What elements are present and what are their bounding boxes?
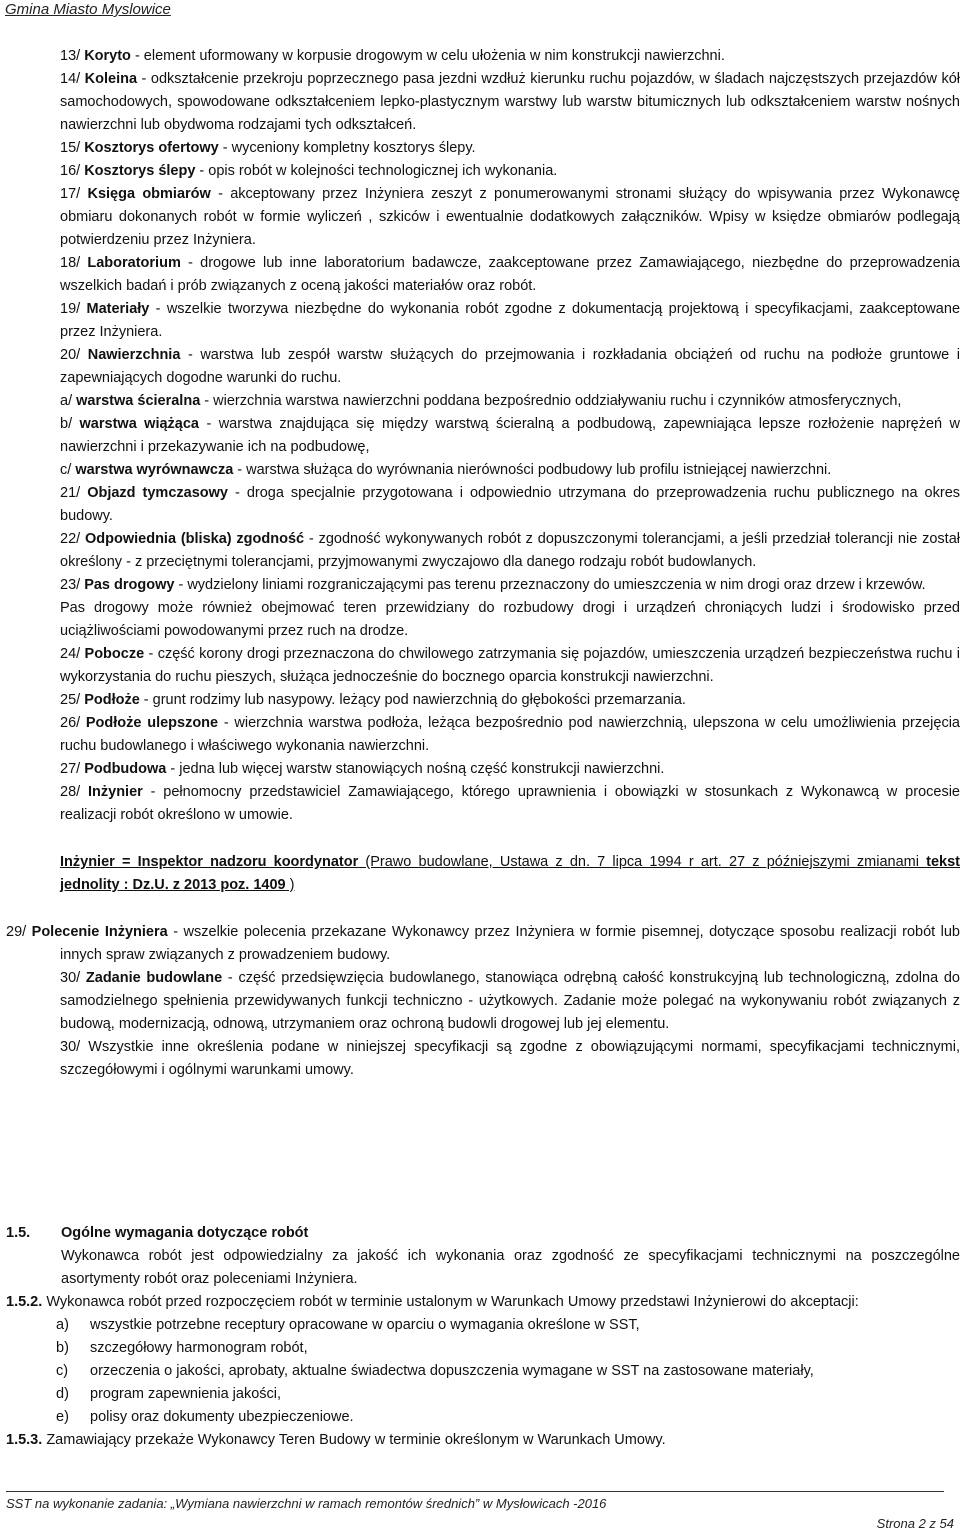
definition-24: 24/ Pobocze - część korony drogi przeznaczona do chwilowego zatrzymania się pojazdów, umieszczenia urządzeń bezpieczeństwa ruchu i wykorzystania do ruchu pieszych, służąca jednocześnie do bocznego oparcia konstrukcji nawierzchni. <box>60 646 960 685</box>
definition-19: 19/ Materiały - wszelkie tworzywa niezbędne do wykonania robót zgodne z dokumentacją projektową i specyfikacjami, zaakceptowane przez Inżyniera. <box>60 301 960 340</box>
list-item: d) program zapewnienia jakości, <box>56 1386 282 1402</box>
definitions-block <box>6 45 960 1082</box>
definition-23: 23/ Pas drogowy - wydzielony liniami rozgraniczającymi pas terenu przeznaczony do umieszczenia w nim drogi oraz drzew i krzewów. <box>60 577 926 593</box>
spacer <box>60 897 960 921</box>
definition-30: 30/ Zadanie budowlane - część przedsięwzięcia budowlanego, stanowiąca odrębną całość konstrukcyjną lub technologiczną, zdolna do samodzielnego spełnienia przewidywanych funkcji techniczno - użytkowych. Zadanie może polegać na wykonywaniu robót związanych z budową, modernizacją, odnową, utrzymaniem oraz ochroną budowli drogowej lub jej elementu. <box>60 970 960 1032</box>
definition-27: 27/ Podbudowa - jedna lub więcej warstw stanowiących nośną część konstrukcji nawierzchni. <box>60 761 665 777</box>
section-1-5-2: 1.5.2. Wykonawca robót przed rozpoczęciem robót w terminie ustalonym w Warunkach Umowy przedstawi Inżynierowi do akceptacji: <box>6 1294 859 1310</box>
definition-17: 17/ Księga obmiarów - akceptowany przez Inżyniera zeszyt z ponumerowanymi stronami służący do wpisywania przez Wykonawcę obmiaru dokonanych robót w formie wyliczeń , szkiców i ewentualnie dodatkowych załączników. Wpisy w księdze obmiarów podlegają potwierdzeniu przez Inżyniera. <box>60 186 960 248</box>
definition-23-note: Pas drogowy może również obejmować teren przewidziany do rozbudowy drogi i urządzeń chroniących ludzi i środowisko przed uciążliwościami powodowanymi przez ruch na drodze. <box>60 600 960 639</box>
definition-30-other: 30/ Wszystkie inne określenia podane w niniejszej specyfikacji są zgodne z obowiązującymi normami, specyfikacjami technicznymi, szczegółowymi i ogólnymi warunkami umowy. <box>60 1039 960 1078</box>
definition-13: 13/ Koryto - element uformowany w korpusie drogowym w celu ułożenia w nim konstrukcji nawierzchni. <box>60 48 725 64</box>
definition-29: 29/ Polecenie Inżyniera - wszelkie polecenia przekazane Wykonawcy przez Inżyniera w formie pisemnej, dotyczące sposobu realizacji robót lub innych spraw związanych z prowadzeniem budowy. <box>6 924 960 963</box>
spacer <box>60 827 960 851</box>
definition-28: 28/ Inżynier - pełnomocny przedstawiciel Zamawiającego, którego uprawnienia i obowiązki w stosunkach z Wykonawcą w procesie realizacji robót określono w umowie. <box>60 784 960 823</box>
list-item: c) orzeczenia o jakości, aprobaty, aktualne świadectwa dopuszczenia wymagane w SST na zastosowane materiały, <box>56 1363 814 1379</box>
section-1-5-1: Wykonawca robót jest odpowiedzialny za jakość ich wykonania oraz zgodność ze specyfikacjami technicznymi na poszczególne asortymenty robót oraz poleceniami Inżyniera. <box>61 1248 960 1287</box>
list-item: e) polisy oraz dokumenty ubezpieczeniowe. <box>56 1409 354 1425</box>
definition-16: 16/ Kosztorys ślepy - opis robót w kolejności technologicznej ich wykonania. <box>60 163 558 179</box>
footer-document-title: SST na wykonanie zadania: „Wymiana nawierzchni w ramach remontów średnich” w Mysłowicach -2016 <box>6 1496 607 1511</box>
section-1-5-3: 1.5.3. Zamawiający przekaże Wykonawcy Teren Budowy w terminie określonym w Warunkach Umowy. <box>6 1432 666 1448</box>
definition-21: 21/ Objazd tymczasowy - droga specjalnie przygotowana i odpowiednio utrzymana do przeprowadzenia ruchu publicznego na okres budowy. <box>60 485 960 524</box>
page-header-title: Gmina Miasto Myslowice <box>5 1 171 18</box>
definition-15: 15/ Kosztorys ofertowy - wyceniony kompletny kosztorys ślepy. <box>60 140 476 156</box>
section-heading: 1.5. Ogólne wymagania dotyczące robót <box>6 1225 309 1241</box>
inzynier-note: Inżynier = Inspektor nadzoru koordynator (Prawo budowlane, Ustawa z dn. 7 lipca 1994 r art. 27 z późniejszymi zmianami tekst jednolity : Dz.U. z 2013 poz. 1409 ) <box>60 854 960 893</box>
section-1-5 <box>6 1222 960 1452</box>
definition-14: 14/ Koleina - odkształcenie przekroju poprzecznego pasa jezdni wzdłuż kierunku ruchu pojazdów, w śladach najczęstszych przejazdów kół samochodowych, spowodowane odkształceniem lepko-plastycznym warstwy lub warstw bitumicznych lub odkształceniem warstw nośnych nawierzchni lub obydwoma rodzajami tych odkształceń. <box>60 71 960 133</box>
definition-20c: c/ warstwa wyrównawcza - warstwa służąca do wyrównania nierówności podbudowy lub profilu istniejącej nawierzchni. <box>60 462 832 478</box>
definition-22: 22/ Odpowiednia (bliska) zgodność - zgodność wykonywanych robót z dopuszczonymi tolerancjami, a jeśli przedział tolerancji nie został określony - z przeciętnymi tolerancjami, przyjmowanymi zwyczajowo dla danego rodzaju robót budowlanych. <box>60 531 960 570</box>
requirements-list <box>6 1314 960 1429</box>
footer-divider <box>6 1491 944 1492</box>
list-item: b) szczegółowy harmonogram robót, <box>56 1340 308 1356</box>
list-item: a) wszystkie potrzebne receptury opracowane w oparciu o wymagania określone w SST, <box>56 1317 640 1333</box>
definition-25: 25/ Podłoże - grunt rodzimy lub nasypowy. leżący pod nawierzchnią do głębokości przemarzania. <box>60 692 686 708</box>
definition-20: 20/ Nawierzchnia - warstwa lub zespół warstw służących do przejmowania i rozkładania obciążeń od ruchu na podłoże gruntowe i zapewniających dogodne warunki do ruchu. <box>60 347 960 386</box>
definition-18: 18/ Laboratorium - drogowe lub inne laboratorium badawcze, zaakceptowane przez Zamawiającego, niezbędne do przeprowadzenia wszelkich badań i prób związanych z oceną jakości materiałów oraz robót. <box>60 255 960 294</box>
definition-20a: a/ warstwa ścieralna - wierzchnia warstwa nawierzchni poddana bezpośrednio oddziaływaniu ruchu i czynników atmosferycznych, <box>60 393 902 409</box>
footer-page-number: Strona 2 z 54 <box>876 1516 954 1531</box>
definition-26: 26/ Podłoże ulepszone - wierzchnia warstwa podłoża, leżąca bezpośrednio pod nawierzchnią, ulepszona w celu umożliwienia przejęcia ruchu budowlanego i właściwego wykonania nawierzchni. <box>60 715 960 754</box>
definition-20b: b/ warstwa wiążąca - warstwa znajdująca się między warstwą ścieralną a podbudową, zapewniająca lepsze rozłożenie naprężeń w nawierzchni i przekazywanie ich na podbudowę, <box>60 416 960 455</box>
